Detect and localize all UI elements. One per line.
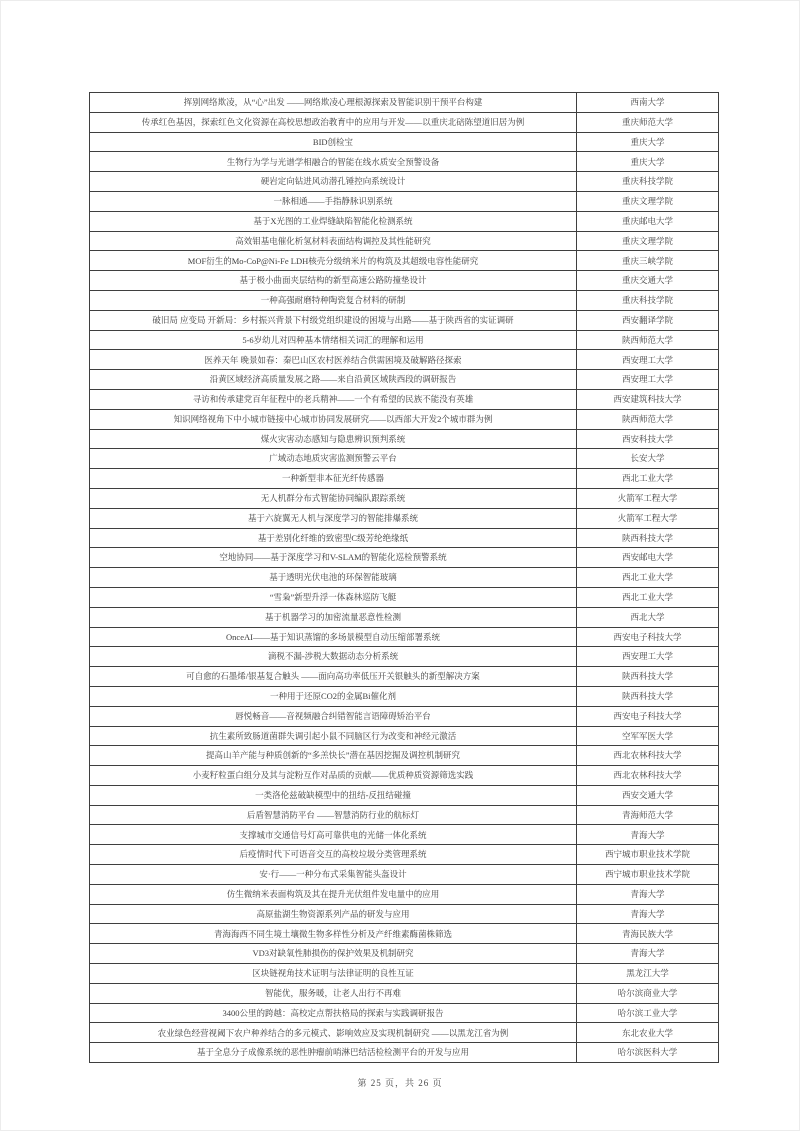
project-title-cell: 抗生素所致肠道菌群失调引起小鼠不同脑区行为改变和神经元激活 <box>90 726 577 746</box>
university-cell: 重庆师范大学 <box>577 112 719 132</box>
university-cell: 火箭军工程大学 <box>577 508 719 528</box>
university-cell: 空军军医大学 <box>577 726 719 746</box>
table-row <box>90 112 719 132</box>
table-row <box>90 805 719 825</box>
project-title-cell: 一类洛伦兹破缺模型中的扭结-反扭结碰撞 <box>90 785 577 805</box>
university-cell: 黑龙江大学 <box>577 964 719 984</box>
project-title-cell: MOF衍生的Mo-CoP@Ni-Fe LDH核壳分级纳米片的构筑及其超级电容性能研究 <box>90 251 577 271</box>
project-title-cell: 基于六旋翼无人机与深度学习的智能排爆系统 <box>90 508 577 528</box>
university-cell: 西安理工大学 <box>577 350 719 370</box>
project-title-cell: BID创检宝 <box>90 132 577 152</box>
university-cell: 西北工业大学 <box>577 469 719 489</box>
project-title-cell: VD3对缺氧性肺损伤的保护效果及机制研究 <box>90 944 577 964</box>
table-row <box>90 607 719 627</box>
table-row <box>90 706 719 726</box>
university-cell: 陕西科技大学 <box>577 686 719 706</box>
project-title-cell: 空地协同——基于深度学习和V-SLAM的智能化巡检预警系统 <box>90 548 577 568</box>
university-cell: 哈尔滨工业大学 <box>577 1003 719 1023</box>
university-cell: 重庆大学 <box>577 152 719 172</box>
table-row <box>90 211 719 231</box>
table-row <box>90 191 719 211</box>
table-row <box>90 1023 719 1043</box>
project-title-cell: 基于机器学习的加密流量恶意性检测 <box>90 607 577 627</box>
table-row <box>90 746 719 766</box>
university-cell: 西宁城市职业技术学院 <box>577 845 719 865</box>
university-cell: 火箭军工程大学 <box>577 488 719 508</box>
project-title-cell: 硬岩定向钻进风动潜孔锤控向系统设计 <box>90 172 577 192</box>
project-title-cell: 5-6岁幼儿对四种基本情绪相关词汇的理解和运用 <box>90 330 577 350</box>
projects-table <box>89 92 719 1063</box>
table-row <box>90 865 719 885</box>
project-title-cell: 医养天年 晚景如春：秦巴山区农村医养结合供需困境及破解路径探索 <box>90 350 577 370</box>
university-cell: 西安翻译学院 <box>577 310 719 330</box>
table-row <box>90 667 719 687</box>
table-row <box>90 726 719 746</box>
university-cell: 东北农业大学 <box>577 1023 719 1043</box>
project-title-cell: 支撑城市交通信号灯高可靠供电的光储一体化系统 <box>90 825 577 845</box>
project-title-cell: 一脉相通——手指静脉识别系统 <box>90 191 577 211</box>
university-cell: 西宁城市职业技术学院 <box>577 865 719 885</box>
project-title-cell: OnceAI——基于知识蒸馏的多场景模型自动压缩部署系统 <box>90 627 577 647</box>
university-cell: 哈尔滨医科大学 <box>577 1043 719 1063</box>
university-cell: 西安邮电大学 <box>577 548 719 568</box>
table-row <box>90 389 719 409</box>
project-title-cell: 后疫情时代下可语音交互的高校垃圾分类管理系统 <box>90 845 577 865</box>
table-row <box>90 587 719 607</box>
university-cell: 哈尔滨商业大学 <box>577 983 719 1003</box>
project-title-cell: 一种高强耐磨特种陶瓷复合材料的研制 <box>90 290 577 310</box>
university-cell: 陕西师范大学 <box>577 409 719 429</box>
project-title-cell: 高原盐湖生物资源系列产品的研发与应用 <box>90 904 577 924</box>
university-cell: 西安电子科技大学 <box>577 627 719 647</box>
table-row <box>90 231 719 251</box>
project-title-cell: 仿生微纳米表面构筑及其在提升光伏组件发电量中的应用 <box>90 884 577 904</box>
project-title-cell: 基于全息分子成像系统的恶性肿瘤前哨淋巴结活检检测平台的开发与应用 <box>90 1043 577 1063</box>
project-title-cell: 挥别网络欺凌，从“心”出发 ——网络欺凌心理根源探索及智能识别干预平台构建 <box>90 93 577 113</box>
project-title-cell: 提高山羊产能与种质创新的“多羔快长”潜在基因挖掘及调控机制研究 <box>90 746 577 766</box>
university-cell: 陕西科技大学 <box>577 667 719 687</box>
university-cell: 重庆文理学院 <box>577 191 719 211</box>
project-title-cell: 基于透明光伏电池的环保智能玻璃 <box>90 568 577 588</box>
university-cell: 重庆交通大学 <box>577 271 719 291</box>
project-title-cell: 一种新型非本征光纤传感器 <box>90 469 577 489</box>
table-row <box>90 330 719 350</box>
table-row <box>90 370 719 390</box>
project-title-cell: 知识网络视角下中小城市链接中心城市协同发展研究——以西部大开发2个城市群为例 <box>90 409 577 429</box>
table-row <box>90 469 719 489</box>
table-row <box>90 132 719 152</box>
table-row <box>90 904 719 924</box>
project-title-cell: 青海海西不同生境土壤微生物多样性分析及产纤维素酶菌株筛选 <box>90 924 577 944</box>
table-row <box>90 528 719 548</box>
university-cell: 长安大学 <box>577 449 719 469</box>
university-cell: 西安建筑科技大学 <box>577 389 719 409</box>
table-row <box>90 290 719 310</box>
project-title-cell: 3400公里的跨越：高校定点帮扶格局的探索与实践调研报告 <box>90 1003 577 1023</box>
project-title-cell: 滴税不漏-涉税大数据动态分析系统 <box>90 647 577 667</box>
university-cell: 西南大学 <box>577 93 719 113</box>
table-row <box>90 271 719 291</box>
project-title-cell: 寻访和传承建党百年征程中的老兵精神——一个有希望的民族不能没有英雄 <box>90 389 577 409</box>
project-title-cell: 农业绿色经营视阈下农户种养结合的多元模式、影响效应及实现机制研究 ——以黑龙江省为例 <box>90 1023 577 1043</box>
university-cell: 西北农林科技大学 <box>577 746 719 766</box>
university-cell: 西安交通大学 <box>577 785 719 805</box>
project-title-cell: “雪枭”新型升浮一体森林巡防飞艇 <box>90 587 577 607</box>
table-row <box>90 429 719 449</box>
university-cell: 青海大学 <box>577 825 719 845</box>
university-cell: 重庆邮电大学 <box>577 211 719 231</box>
table-row <box>90 449 719 469</box>
project-title-cell: 基于差别化纤维的致密型C级芳纶绝缘纸 <box>90 528 577 548</box>
table-row <box>90 548 719 568</box>
table-row <box>90 686 719 706</box>
project-title-cell: 破旧局 应变局 开新局：乡村振兴背景下村级党组织建设的困境与出路——基于陕西省的实证调研 <box>90 310 577 330</box>
project-title-cell: 无人机群分布式智能协同编队跟踪系统 <box>90 488 577 508</box>
table-row <box>90 627 719 647</box>
university-cell: 青海民族大学 <box>577 924 719 944</box>
table-row <box>90 647 719 667</box>
university-cell: 西安电子科技大学 <box>577 706 719 726</box>
university-cell: 西安理工大学 <box>577 370 719 390</box>
table-row <box>90 845 719 865</box>
table-row <box>90 766 719 786</box>
table-row <box>90 251 719 271</box>
table-row <box>90 508 719 528</box>
project-title-cell: 可自愈的石墨烯/银基复合触头 ——面向高功率低压开关银触头的新型解决方案 <box>90 667 577 687</box>
table-row <box>90 172 719 192</box>
table-row <box>90 93 719 113</box>
table-row <box>90 924 719 944</box>
table-row <box>90 964 719 984</box>
table-row <box>90 152 719 172</box>
table-row <box>90 488 719 508</box>
university-cell: 西北大学 <box>577 607 719 627</box>
table-row <box>90 825 719 845</box>
university-cell: 青海师范大学 <box>577 805 719 825</box>
table-row <box>90 983 719 1003</box>
project-title-cell: 基于极小曲面夹层结构的新型高速公路防撞垫设计 <box>90 271 577 291</box>
university-cell: 西北工业大学 <box>577 568 719 588</box>
project-title-cell: 后盾智慧消防平台 ——智慧消防行业的航标灯 <box>90 805 577 825</box>
table-row <box>90 409 719 429</box>
project-title-cell: 一种用于还原CO2的金属Bi催化剂 <box>90 686 577 706</box>
table-row <box>90 944 719 964</box>
table-row <box>90 884 719 904</box>
project-title-cell: 基于X光图的工业焊缝缺陷智能化检测系统 <box>90 211 577 231</box>
table-row <box>90 1003 719 1023</box>
university-cell: 重庆文理学院 <box>577 231 719 251</box>
university-cell: 西北农林科技大学 <box>577 766 719 786</box>
table-row <box>90 1043 719 1063</box>
project-title-cell: 唇悦畅音——音视频融合纠错智能言语障碍矫治平台 <box>90 706 577 726</box>
project-title-cell: 智能优，服务暖，让老人出行不再难 <box>90 983 577 1003</box>
project-title-cell: 传承红色基因，探索红色文化资源在高校思想政治教育中的应用与开发——以重庆北碚陈望道旧居为例 <box>90 112 577 132</box>
project-title-cell: 生物行为学与光谱学相融合的智能在线水质安全预警设备 <box>90 152 577 172</box>
university-cell: 青海大学 <box>577 944 719 964</box>
university-cell: 青海大学 <box>577 884 719 904</box>
table-row <box>90 310 719 330</box>
table-row <box>90 785 719 805</box>
project-title-cell: 区块链视角技术证明与法律证明的良性互证 <box>90 964 577 984</box>
project-title-cell: 高效钼基电催化析氢材料表面结构调控及其性能研究 <box>90 231 577 251</box>
table-row <box>90 568 719 588</box>
university-cell: 西北工业大学 <box>577 587 719 607</box>
university-cell: 重庆科技学院 <box>577 290 719 310</box>
university-cell: 青海大学 <box>577 904 719 924</box>
projects-table-body <box>90 93 719 1063</box>
project-title-cell: 沿黄区域经济高质量发展之路——来自沿黄区域陕西段的调研报告 <box>90 370 577 390</box>
table-row <box>90 350 719 370</box>
project-title-cell: 煤火灾害动态感知与隐患辨识预判系统 <box>90 429 577 449</box>
university-cell: 重庆三峡学院 <box>577 251 719 271</box>
university-cell: 陕西科技大学 <box>577 528 719 548</box>
university-cell: 重庆科技学院 <box>577 172 719 192</box>
project-title-cell: 安·行——一种分布式采集智能头盔设计 <box>90 865 577 885</box>
university-cell: 西安理工大学 <box>577 647 719 667</box>
page-number-footer: 第 25 页，共 26 页 <box>357 1078 443 1088</box>
university-cell: 西安科技大学 <box>577 429 719 449</box>
project-title-cell: 小麦籽粒蛋白组分及其与淀粉互作对品质的贡献——优质种质资源筛选实践 <box>90 766 577 786</box>
university-cell: 重庆大学 <box>577 132 719 152</box>
university-cell: 陕西师范大学 <box>577 330 719 350</box>
project-title-cell: 广域动态地质灾害监测预警云平台 <box>90 449 577 469</box>
